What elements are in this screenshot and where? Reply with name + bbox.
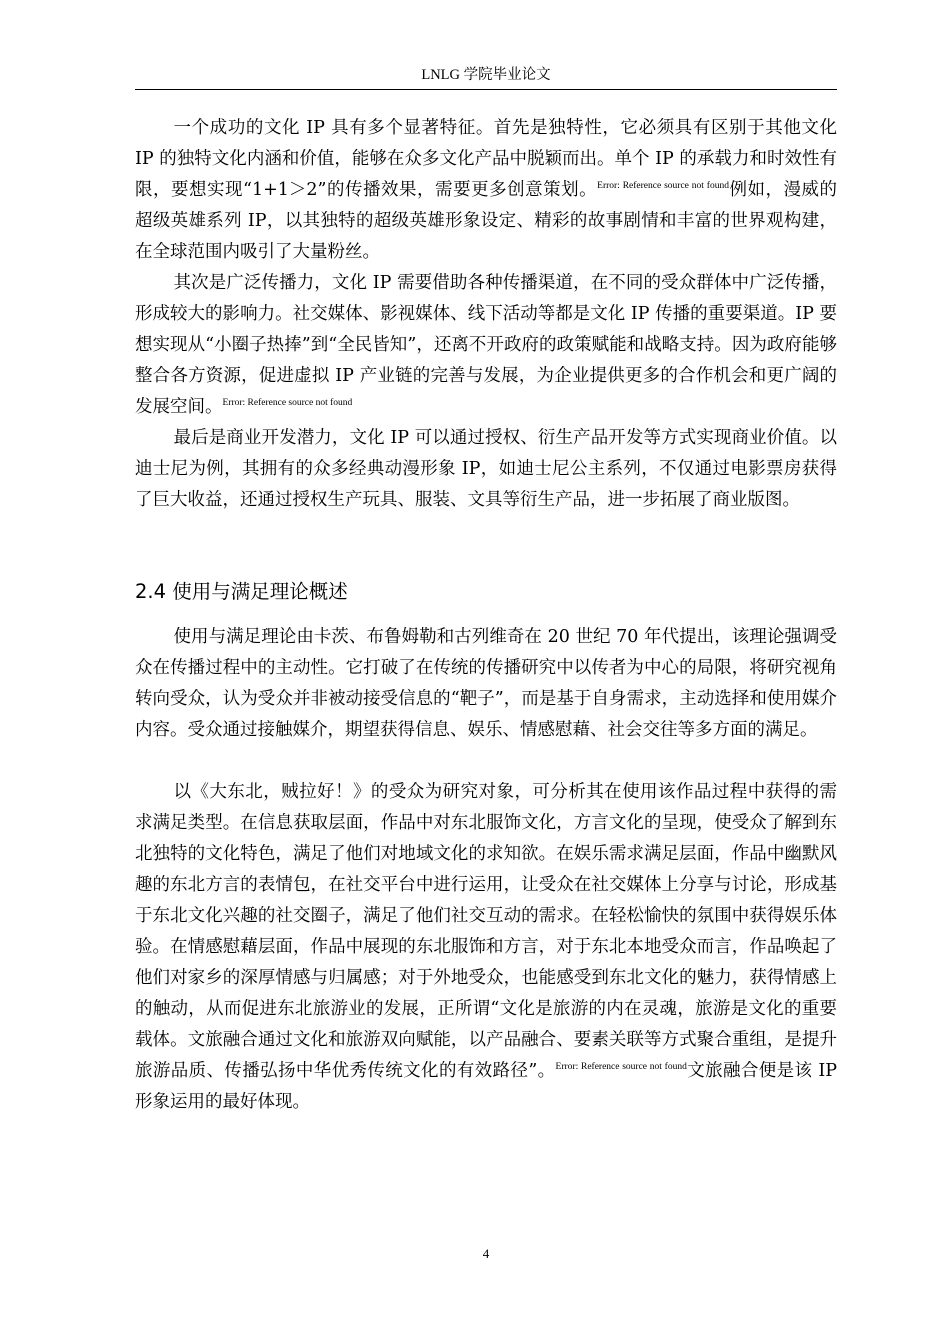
section-heading: 2.4 使用与满足理论概述 [135, 580, 348, 603]
reference-error-note: Error: Reference source not found [597, 181, 729, 191]
paragraph-uses-gratifications [135, 622, 837, 746]
paragraph-case-analysis [135, 777, 837, 1118]
paragraph-text: 使用与满足理论由卡茨、布鲁姆勒和古列维奇在 20 世纪 70 年代提出，该理论强调受众在传播过程中的主动性。它打破了在传统的传播研究中以传者为中心的局限，将研究视角转向受众，认为受众并非被动接受信息的“靶子”，而是基于自身需求，主动选择和使用媒介内容。受众通过接触媒介，期望获得信息、娱乐、情感慰藉、社会交往等多方面的满足。 [135, 627, 837, 740]
paragraph-ip-spread [135, 268, 837, 423]
header-divider [135, 89, 837, 90]
page-header: LNLG 学院毕业论文 [421, 67, 551, 83]
paragraph-ip-commercial [135, 423, 837, 516]
paragraph-text: 例如，漫威的超级英雄系列 IP，以其独特的超级英雄形象设定、精彩的故事剧情和丰富的世界观构建，在全球范围内吸引了大量粉丝。 [135, 180, 837, 262]
paragraph-ip-uniqueness [135, 113, 837, 268]
reference-error-note: Error: Reference source not found [222, 398, 353, 408]
paragraph-text: 以《大东北，贼拉好！》的受众为研究对象，可分析其在使用该作品过程中获得的需求满足类型。在信息获取层面，作品中对东北服饰文化，方言文化的呈现，使受众了解到东北独特的文化特色，满足了他们对地域文化的求知欲。在娱乐需求满足层面，作品中幽默风趣的东北方言的表情包，在社交平台中进行运用，让受众在社交媒体上分享与讨论，形成基于东北文化兴趣的社交圈子，满足了他们社交互动的需求。在轻松愉快的氛围中获得娱乐体验。在情感慰藉层面，作品中展现的东北服饰和方言，对于东北本地受众而言，作品唤起了他们对家乡的深厚情感与归属感；对于外地受众，也能感受到东北文化的魅力，获得情感上的触动，从而促进东北旅游业的发展，正所谓“文化是旅游的内在灵魂，旅游是文化的重要载体。文旅融合通过文化和旅游双向赋能，以产品融合、要素关联等方式聚合重组，是提升旅游品质、传播弘扬中华优秀传统文化的有效路径”。 [135, 782, 837, 1081]
paragraph-text: 最后是商业开发潜力，文化 IP 可以通过授权、衍生产品开发等方式实现商业价值。以迪士尼为例，其拥有的众多经典动漫形象 IP，如迪士尼公主系列，不仅通过电影票房获得了巨大收益，还通过授权生产玩具、服装、文具等衍生产品，进一步拓展了商业版图。 [135, 428, 837, 510]
paragraph-text: 一个成功的文化 IP 具有多个显著特征。首先是独特性，它必须具有区别于其他文化 IP 的独特文化内涵和价值，能够在众多文化产品中脱颖而出。单个 IP 的承载力和时效性有限，要想实现“1+1＞2”的传播效果，需要更多创意策划。 [135, 118, 837, 200]
reference-error-note: Error: Reference source not found [555, 1062, 687, 1072]
paragraph-text: 文旅融合便是该 IP 形象运用的最好体现。 [135, 1061, 838, 1112]
paragraph-text: 其次是广泛传播力，文化 IP 需要借助各种传播渠道，在不同的受众群体中广泛传播，形成较大的影响力。社交媒体、影视媒体、线下活动等都是文化 IP 传播的重要渠道。IP 要想实现从“小圈子热捧”到“全民皆知”，还离不开政府的政策赋能和战略支持。因为政府能够整合各方资源，促进虚拟 IP 产业链的完善与发展，为企业提供更多的合作机会和更广阔的发展空间。 [135, 273, 837, 417]
page-number: 4 [482, 1246, 490, 1261]
